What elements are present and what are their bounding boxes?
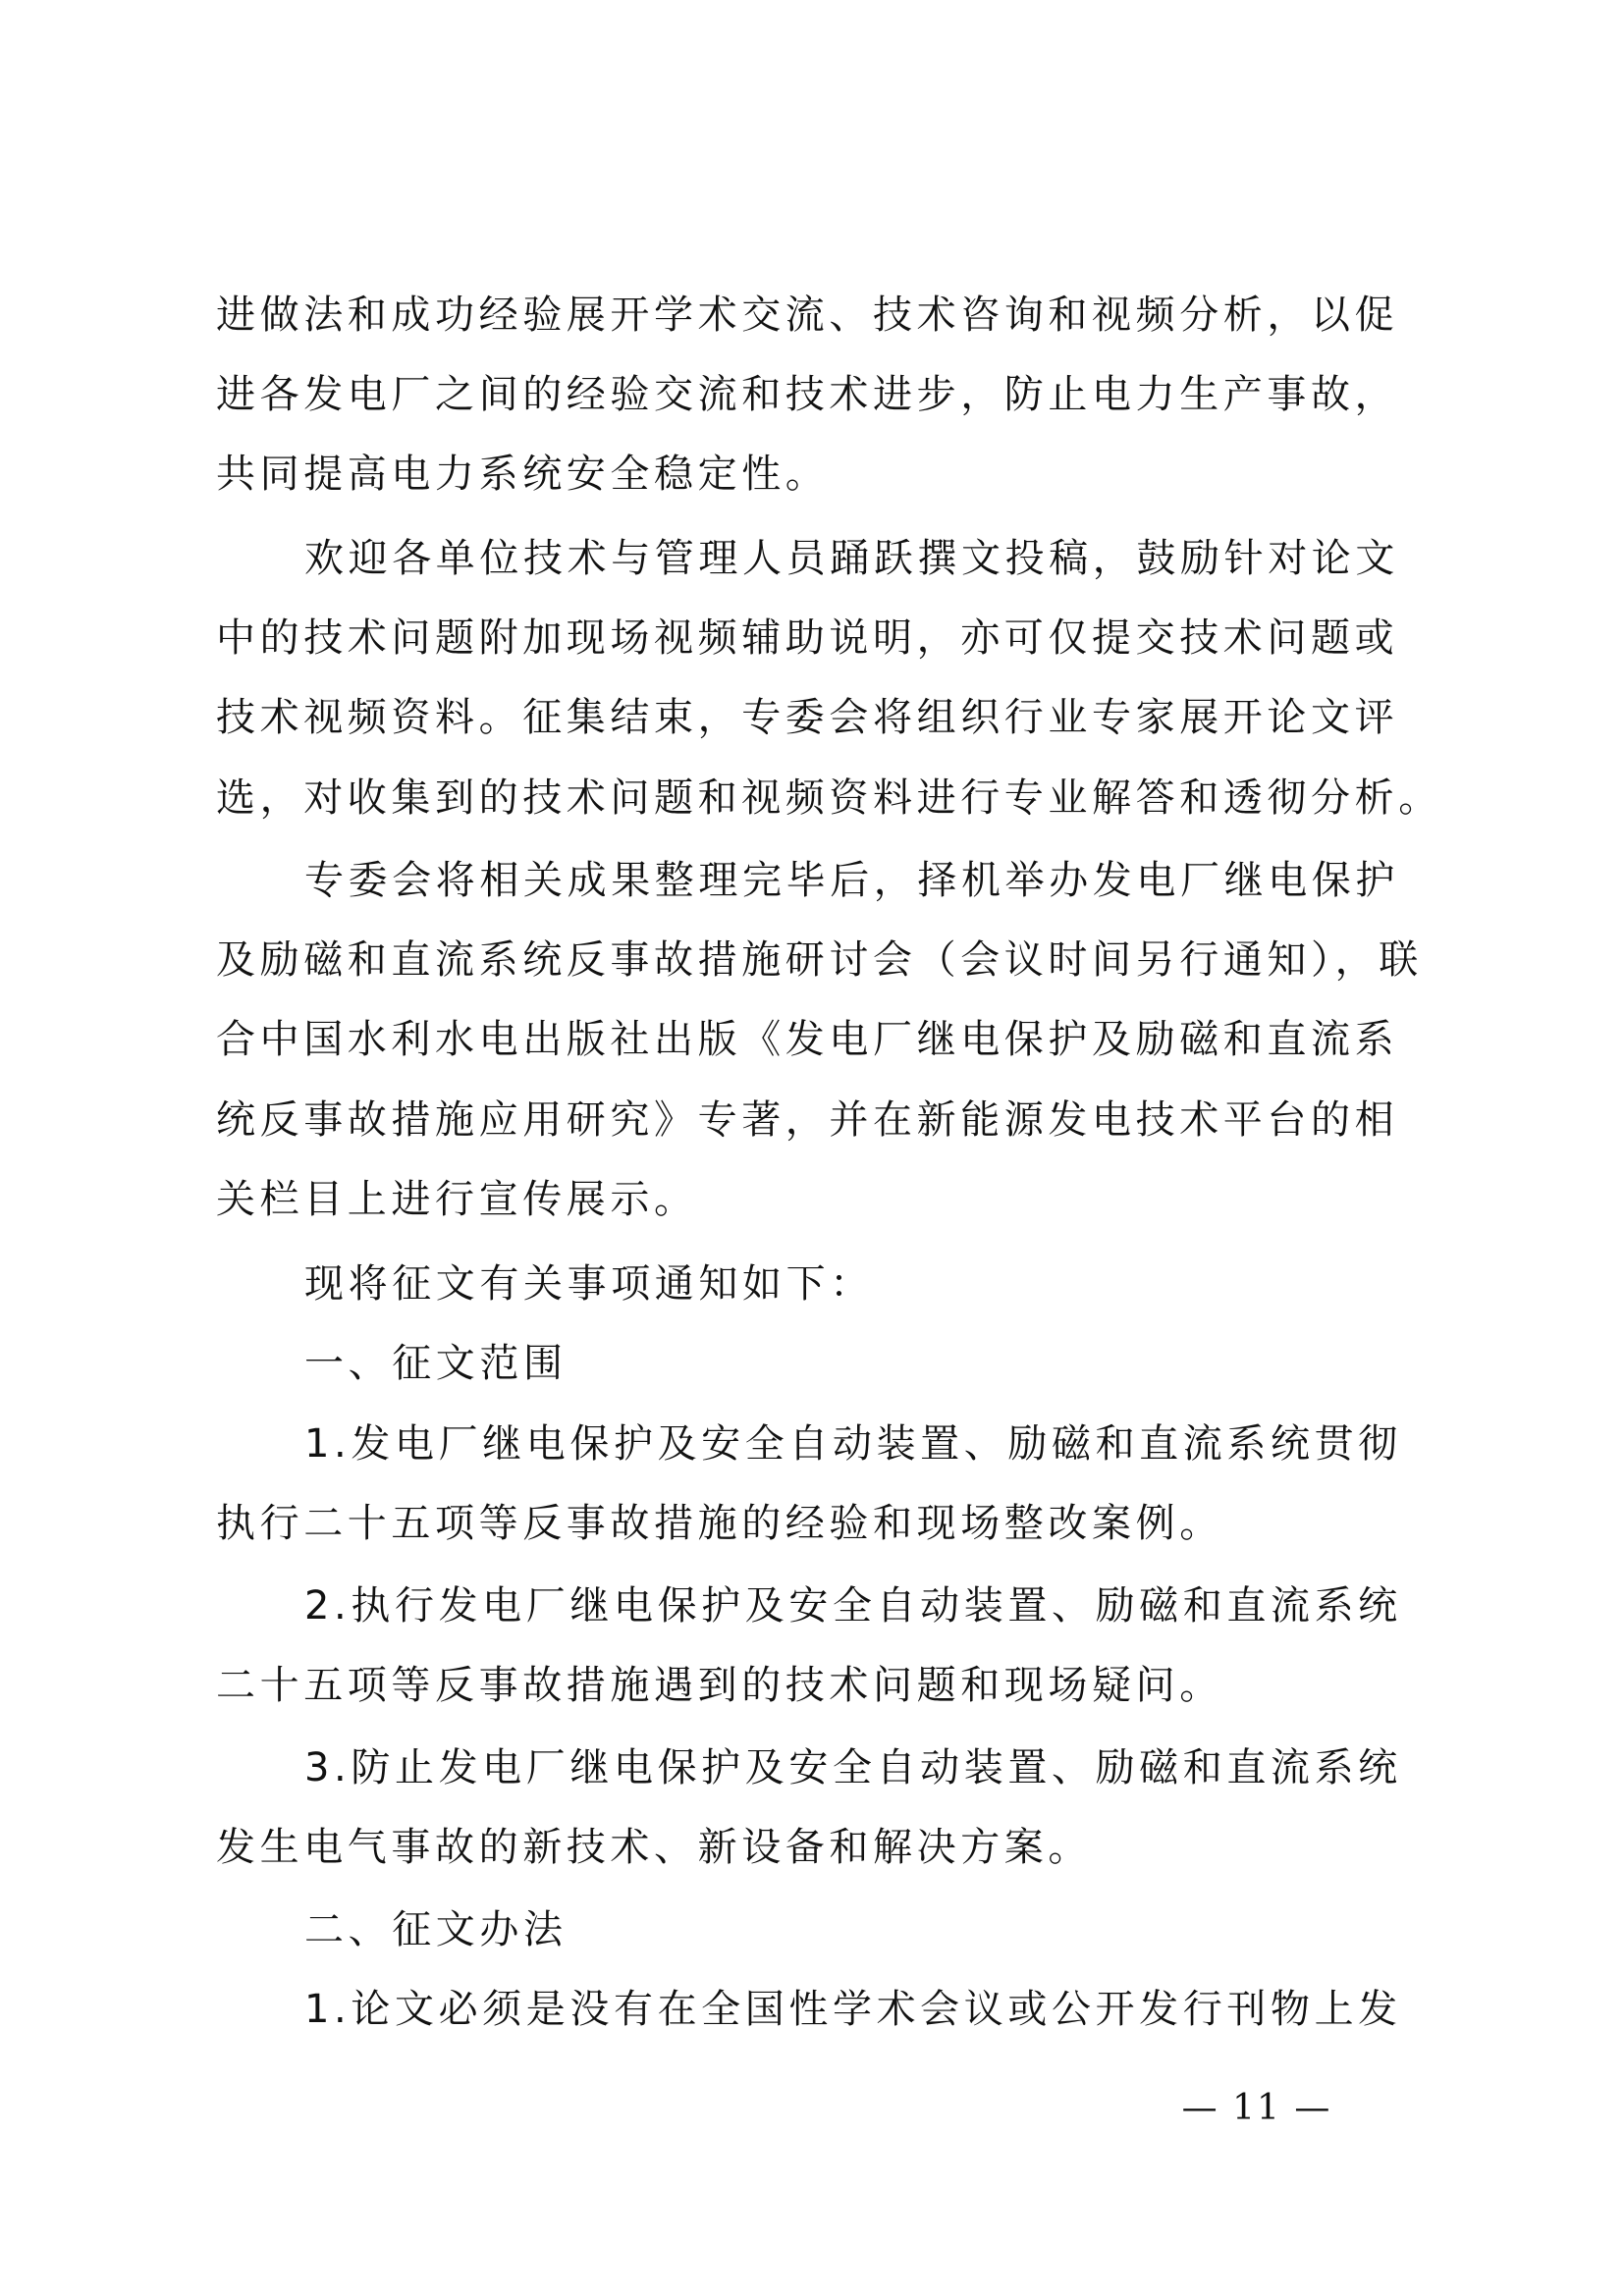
list-item-first-line: 1.发电厂继电保护及安全自动装置、励磁和直流系统贯彻 <box>304 1421 1402 1467</box>
text-line: 关栏目上进行宣传展示。 <box>216 1177 698 1222</box>
text-line: 统反事故措施应用研究》专著，并在新能源发电技术平台的相 <box>216 1097 1399 1143</box>
section-heading: 二、征文办法 <box>304 1907 568 1952</box>
text-line: 执行二十五项等反事故措施的经验和现场整改案例。 <box>216 1501 1223 1546</box>
text-line: 发生电气事故的新技术、新设备和解决方案。 <box>216 1825 1092 1870</box>
list-item-first-line: 3.防止发电厂继电保护及安全自动装置、励磁和直流系统 <box>304 1745 1402 1790</box>
text-line: 中的技术问题附加现场视频辅助说明，亦可仅提交技术问题或 <box>216 615 1399 661</box>
paragraph-first-line: 专委会将相关成果整理完毕后，择机举办发电厂继电保护 <box>304 858 1399 903</box>
text-line: 选，对收集到的技术问题和视频资料进行专业解答和透彻分析。 <box>216 775 1442 821</box>
text-line: 及励磁和直流系统反事故措施研讨会（会议时间另行通知），联 <box>216 937 1423 983</box>
paragraph-first-line: 欢迎各单位技术与管理人员踊跃撰文投稿，鼓励针对论文 <box>304 536 1399 581</box>
list-item-first-line: 1.论文必须是没有在全国性学术会议或公开发行刊物上发 <box>304 1987 1402 2032</box>
page-number: — 11 — <box>1181 2088 1332 2128</box>
text-line: 共同提高电力系统安全稳定性。 <box>216 452 830 497</box>
text-line: 技术视频资料。征集结束，专委会将组织行业专家展开论文评 <box>216 695 1399 740</box>
text-line: 进做法和成功经验展开学术交流、技术咨询和视频分析，以促 <box>216 293 1399 338</box>
text-line: 进各发电厂之间的经验交流和技术进步，防止电力生产事故， <box>216 372 1399 417</box>
intro-line: 现将征文有关事项通知如下： <box>304 1261 874 1307</box>
section-heading: 一、征文范围 <box>304 1341 568 1386</box>
text-line: 合中国水利水电出版社出版《发电厂继电保护及励磁和直流系 <box>216 1017 1399 1062</box>
list-item-first-line: 2.执行发电厂继电保护及安全自动装置、励磁和直流系统 <box>304 1583 1402 1629</box>
text-line: 二十五项等反事故措施遇到的技术问题和现场疑问。 <box>216 1663 1223 1708</box>
